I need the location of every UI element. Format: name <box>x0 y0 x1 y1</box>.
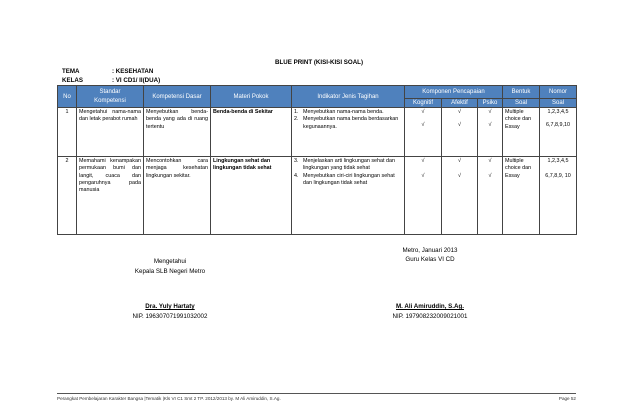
right-nip: NIP. 197908232009021001 <box>392 313 468 320</box>
header-kompetensi: Kompetensi <box>94 97 126 104</box>
indikator-text: Menyebutkan ciri-ciri lingkungan sehat dan lingkungan tidak sehat <box>303 172 395 186</box>
row-psiko <box>478 157 503 235</box>
indikator-text: Menyebutkan nama benda berdasarkan kegunaannya. <box>303 116 399 130</box>
row-indikator <box>292 108 405 157</box>
nomor-line: 1,2,3,4,5 <box>547 109 569 116</box>
left-signer-name <box>80 303 260 310</box>
header-psiko: Psiko <box>478 99 503 108</box>
page-footer <box>57 393 576 401</box>
header-materi-pokok: Materi Pokok <box>211 86 292 108</box>
header-bentuk-soal: Soal <box>503 99 540 108</box>
row-kognitif <box>405 108 442 157</box>
blueprint-table <box>57 85 577 235</box>
header-no: No <box>58 86 77 108</box>
indikator-item <box>294 158 402 173</box>
kelas-line <box>62 77 160 84</box>
indikator-item <box>294 109 402 116</box>
document-title: BLUE PRINT (KISI-KISI SOAL) <box>275 59 363 66</box>
row-standar-kompetensi: Mengetahui nama-nama dan letak perabot rumah <box>77 108 144 157</box>
header-afektif: Afektif <box>442 99 478 108</box>
header-indikator: Indikator Jenis Tagihan <box>292 86 405 108</box>
check-mark: √ <box>421 173 425 180</box>
check-mark: √ <box>421 109 425 116</box>
check-mark: √ <box>421 122 425 129</box>
bentuk-line: Multiple choice dan <box>505 158 532 172</box>
row-kognitif <box>405 157 442 235</box>
header-kognitif: Kognitif <box>405 99 442 108</box>
row-materi-pokok: Lingkungan sehat dan lingkungan tidak sehat <box>211 157 292 235</box>
check-mark: √ <box>458 158 461 165</box>
left-name: Dra. Yuly Hartaty <box>145 303 195 310</box>
nomor-line: 6,7,8,9, 10 <box>545 173 571 180</box>
tema-label: TEMA <box>62 68 80 75</box>
kelas-value: : VI CD1/ II(DUA) <box>112 77 161 84</box>
row-kompetensi-dasar: Menyebutkan benda-benda yang ada di ruang tertentu <box>144 108 211 157</box>
row-afektif <box>442 108 478 157</box>
check-mark: √ <box>458 173 461 180</box>
row-materi-pokok: Benda-benda di Sekitar <box>211 108 292 157</box>
check-mark: √ <box>458 109 461 116</box>
place-date: Metro, Januari 2013 <box>402 247 458 254</box>
indikator-item <box>294 173 402 188</box>
row-no: 1 <box>58 108 77 157</box>
right-signer-name <box>340 303 520 310</box>
header-bentuk: Bentuk <box>503 86 540 99</box>
header-nomor-soal: Soal <box>540 99 577 108</box>
row-nomor-soal <box>540 157 577 235</box>
indikator-item <box>294 116 402 131</box>
row-nomor-soal <box>540 108 577 157</box>
indikator-number: 2. <box>294 116 299 123</box>
right-name: M. Ali Amiruddin, S.Ag. <box>396 303 464 310</box>
footer-text: Perangkat Pembelajaran Karakter Bangsa |Tematik |Kls VI C1 Smt 2 TP. 2012/2013 by. M Ali Amiruddin, S.Ag. <box>57 396 281 401</box>
row-psiko <box>478 108 503 157</box>
bentuk-line: Essay <box>505 123 520 130</box>
row-bentuk-soal <box>503 108 540 157</box>
row-kompetensi-dasar: Mencontohkan cara menjaga kesehatan lingkungan sekitar. <box>144 157 211 235</box>
nomor-line: 6,7,8,9,10 <box>546 122 570 129</box>
left-mengetahui: Mengetahui <box>153 258 187 265</box>
bentuk-line: Essay <box>505 172 520 179</box>
check-mark: √ <box>421 158 425 165</box>
check-mark: √ <box>488 173 492 180</box>
indikator-number: 3. <box>294 158 299 165</box>
check-mark: √ <box>488 122 492 129</box>
indikator-number: 4. <box>294 172 299 179</box>
row-indikator <box>292 157 405 235</box>
indikator-text: Menyebutkan nama-nama benda. <box>303 109 384 116</box>
row-standar-kompetensi: Memahami kenampakan permukaan bumi dan langit, cuaca dan pengaruhnya pada manusia <box>77 157 144 235</box>
header-standar: Standar <box>99 89 121 96</box>
bentuk-line: Multiple choice dan <box>505 109 532 123</box>
table-row <box>58 157 577 235</box>
header-nomor: Nomor <box>540 86 577 99</box>
indikator-number: 1. <box>294 109 299 116</box>
table-row <box>58 108 577 157</box>
header-komponen-pencapaian: Komponen Pencapaian <box>405 86 503 99</box>
page-number: Page 52 <box>558 396 576 401</box>
nomor-line: 1,2,3,4,5 <box>547 158 569 165</box>
row-afektif <box>442 157 478 235</box>
left-role: Kepala SLB Negeri Metro <box>134 268 206 275</box>
right-role: Guru Kelas VI CD <box>405 256 455 263</box>
check-mark: √ <box>458 122 461 129</box>
kelas-label: KELAS <box>62 77 83 84</box>
header-kompetensi-dasar: Kompetensi Dasar <box>144 86 211 108</box>
row-no: 2 <box>58 157 77 235</box>
tema-line <box>62 68 153 75</box>
left-nip: NIP. 196307071991032002 <box>132 313 208 320</box>
header-standar-kompetensi <box>77 86 144 108</box>
check-mark: √ <box>488 109 492 116</box>
check-mark: √ <box>488 158 492 165</box>
row-bentuk-soal <box>503 157 540 235</box>
indikator-text: Menjelaskan arti lingkungan sehat dan lingkungan yang tidak sehat <box>303 158 396 172</box>
tema-value: : KESEHATAN <box>112 68 154 75</box>
